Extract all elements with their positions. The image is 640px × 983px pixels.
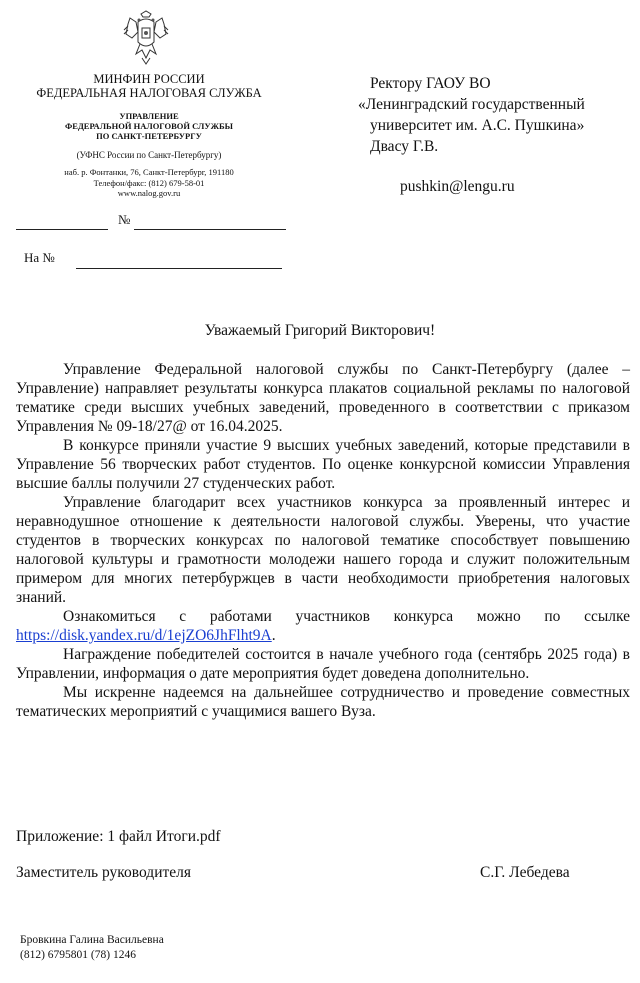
sender-phone: Телефон/факс: (812) 679-58-01 — [93, 177, 205, 188]
executor-block — [20, 933, 164, 963]
service-name: ФЕДЕРАЛЬНАЯ НАЛОГОВАЯ СЛУЖБА — [36, 86, 262, 101]
department-short-name: (УФНС России по Санкт-Петербургу) — [76, 150, 222, 160]
paragraph-2: В конкурсе приняли участие 9 высших учебных заведений, которые представили в Управление 56 творческих работ студентов. По оценке конкурсной комиссии Управления высшие баллы получили 27 студенческих работ. — [16, 437, 630, 492]
ministry-name: МИНФИН РОССИИ — [93, 72, 205, 86]
paragraph-1: Управление Федеральной налоговой службы по Санкт-Петербургу (далее – Управление) направляет результаты конкурса плакатов социальной рекламы по налоговой тематике среди высших учебных заведений, проведенного в соответствии с приказом Управления № 09-18/27@ от 16.04.2025. — [16, 361, 630, 435]
number-underline — [134, 229, 286, 230]
attachment-note: Приложение: 1 файл Итоги.pdf — [16, 828, 221, 845]
department-line-1: УПРАВЛЕНИЕ — [119, 111, 179, 121]
department-line-3: ПО САНКТ-ПЕТЕРБУРГУ — [96, 131, 202, 142]
reference-number-line — [24, 250, 284, 274]
paragraph-3: Управление благодарит всех участников конкурса за проявленный интерес и неравнодушное отношение к деятельности налоговой службы. Уверены, что участие студентов в творческих конкурсах по налоговой тематике способствует повышению налоговой культуры и грамотности молодежи нашего города и служит положительным примером для многих петербуржцев в части необходимости приобретения налоговых знаний. — [16, 494, 630, 606]
addressee-line-1: Ректору ГАОУ ВО — [370, 75, 491, 92]
paragraph-4-text: Ознакомиться с работами участников конкурса можно по ссылке — [63, 608, 630, 625]
greeting: Уважаемый Григорий Викторович! — [204, 322, 436, 339]
number-mark: № — [118, 212, 131, 227]
sender-address: наб. р. Фонтанки, 76, Санкт-Петербург, 191180 — [64, 167, 234, 177]
signatory-role: Заместитель руководителя — [16, 864, 192, 881]
addressee-line-3: университет им. А.С. Пушкина» — [370, 116, 585, 134]
reference-number-underline — [76, 268, 282, 269]
addressee-line-4: Двасу Г.В. — [370, 137, 439, 155]
reference-number-label: На № — [24, 250, 55, 265]
paragraph-4 — [16, 607, 630, 645]
works-link[interactable]: https://disk.yandex.ru/d/1ejZO6JhFlht9A — [16, 627, 272, 644]
paragraph-4-end: . — [271, 627, 276, 644]
date-underline — [16, 229, 108, 230]
sender-site: www.nalog.gov.ru — [117, 188, 181, 199]
contact-block — [14, 167, 284, 199]
executor-phones: (812) 6795801 (78) 1246 — [20, 948, 136, 961]
signatory-name: С.Г. Лебедева — [480, 864, 570, 881]
department-line-2: ФЕДЕРАЛЬНОЙ НАЛОГОВОЙ СЛУЖБЫ — [64, 121, 234, 132]
paragraph-6: Мы искренне надеемся на дальнейшее сотрудничество и проведение совместных тематических мероприятий с учащимися вашего Вуза. — [16, 684, 630, 720]
department-block — [14, 111, 284, 142]
sender-header — [14, 72, 284, 101]
paragraph-5: Награждение победителей состоится в начале учебного года (сентябрь 2025 года) в Управлении, информация о дате мероприятия будет доведена дополнительно. — [16, 646, 630, 682]
coat-of-arms-emblem — [122, 10, 170, 66]
executor-name: Бровкина Галина Васильевна — [20, 934, 164, 946]
addressee-email: pushkin@lengu.ru — [400, 178, 515, 195]
addressee-line-2: «Ленинградский государственный — [358, 95, 585, 113]
registration-line — [16, 212, 286, 232]
letter-body — [16, 360, 630, 721]
addressee-block — [358, 74, 638, 158]
